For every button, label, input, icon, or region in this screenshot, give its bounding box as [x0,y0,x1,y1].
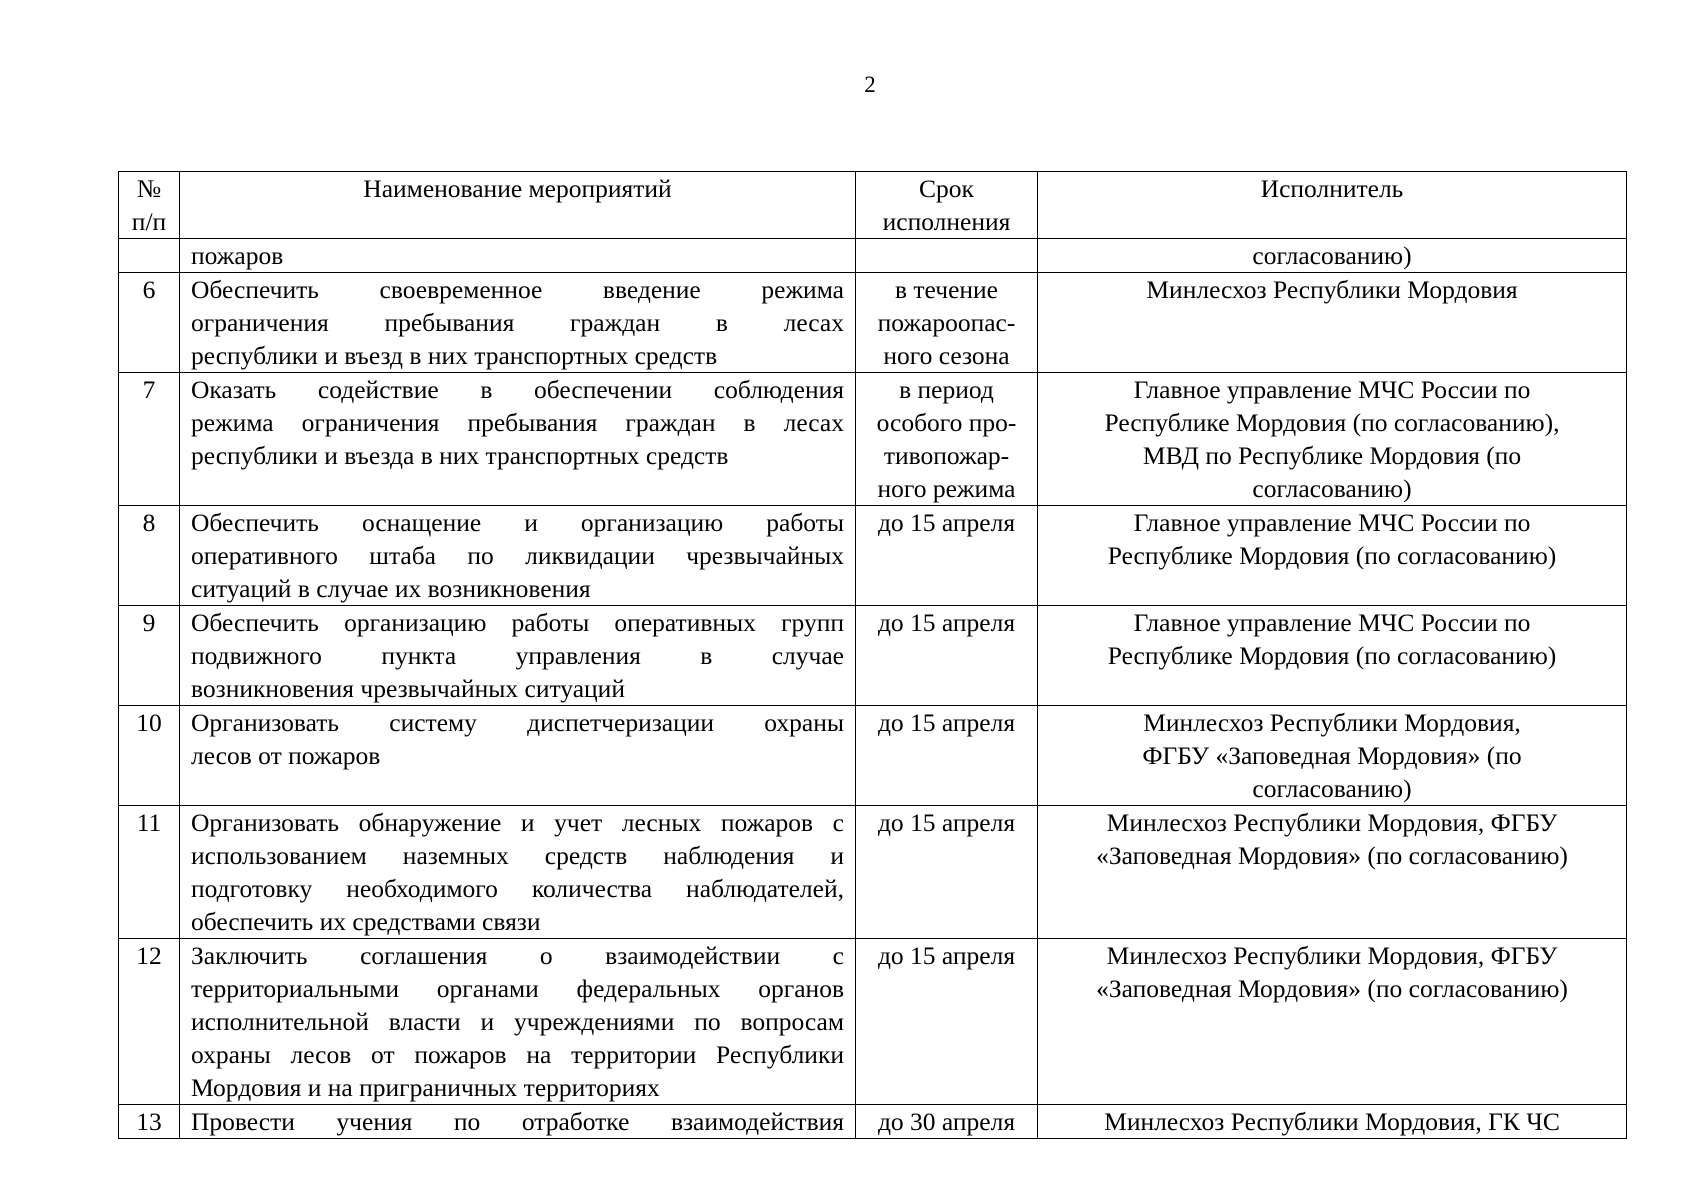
table-header-row [119,172,1627,239]
term [856,273,1038,373]
table-row [119,806,1627,939]
cell-line: до 15 апреля [877,708,1016,737]
table-row [119,606,1627,706]
cell-line: Главное управление МЧС России по [1133,375,1531,404]
cell-line: до 15 апреля [877,608,1016,637]
cell-line: в течение [895,275,998,304]
cell-line: Минлесхоз Республики Мордовия, ФГБУ [1106,941,1558,970]
cell-line: Организовать обнаружение и учет лесных пожаров с [191,808,844,837]
cell-line: № [136,174,162,203]
cell-line: ограничения пребывания граждан в лесах [191,308,844,337]
executor [1038,806,1627,939]
cell-line: «Заповедная Мордовия» (по согласованию) [1096,841,1568,870]
term [856,239,1038,273]
cell-line: республики и въезд в них транспортных средств [191,341,718,370]
measure-name [180,606,856,706]
table-row [119,239,1627,273]
executor [1038,1105,1627,1139]
cell-line: ного сезона [883,341,1010,370]
cell-line: Минлесхоз Республики Мордовия, ФГБУ [1106,808,1558,837]
cell-line: Оказать содействие в обеспечении соблюдения [191,375,844,404]
cell-line: лесов от пожаров [191,741,381,770]
header-num [119,172,180,239]
row-number: 13 [119,1105,180,1139]
measure-name [180,273,856,373]
header-name [180,172,856,239]
page-number: 2 [864,72,876,97]
row-number: 10 [119,706,180,806]
row-number: 11 [119,806,180,939]
table-row [119,506,1627,606]
executor [1038,273,1627,373]
cell-line: ного режима [877,474,1016,503]
cell-line: Исполнитель [1260,174,1404,203]
cell-line: Заключить соглашения о взаимодействии с [191,941,844,970]
table-row [119,373,1627,506]
cell-line: Минлесхоз Республики Мордовия [1146,275,1518,304]
cell-line: Наименование мероприятий [363,174,672,203]
term [856,806,1038,939]
cell-line: пожароопас- [877,308,1016,337]
cell-line: пожаров [191,241,284,270]
table-row [119,273,1627,373]
cell-line: до 30 апреля [877,1107,1016,1136]
cell-line: до 15 апреля [877,508,1016,537]
cell-line: Республике Мордовия (по согласованию) [1107,541,1557,570]
table-body [119,239,1627,1139]
measure-name [180,1105,856,1139]
cell-line: Обеспечить организацию работы оперативных групп [191,608,844,637]
cell-line: до 15 апреля [877,808,1016,837]
measure-name [180,706,856,806]
cell-line: МВД по Республике Мордовия (по [1142,441,1522,470]
term [856,606,1038,706]
executor [1038,373,1627,506]
table-row [119,1105,1627,1139]
measure-name [180,373,856,506]
cell-line: в период [899,375,994,404]
executor [1038,506,1627,606]
cell-line: согласованию) [1252,474,1412,503]
cell-line: «Заповедная Мордовия» (по согласованию) [1096,974,1568,1003]
cell-line: исполнительной власти и учреждениями по вопросам [191,1007,844,1036]
cell-line: исполнения [882,207,1011,236]
executor [1038,606,1627,706]
table-row [119,706,1627,806]
cell-line: режима ограничения пребывания граждан в лесах [191,408,844,437]
cell-line: использованием наземных средств наблюдения и [191,841,844,870]
term [856,373,1038,506]
measure-name [180,806,856,939]
cell-line: охраны лесов от пожаров на территории Республики [191,1040,844,1069]
cell-line: Организовать систему диспетчеризации охраны [191,708,844,737]
row-number: 9 [119,606,180,706]
cell-line: возникновения чрезвычайных ситуаций [191,674,625,703]
measures-table [118,171,1627,1139]
cell-line: ситуаций в случае их возникновения [191,574,591,603]
cell-line: Республике Мордовия (по согласованию), [1104,408,1560,437]
cell-line: согласованию) [1252,774,1412,803]
cell-line: согласованию) [1252,241,1412,270]
cell-line: республики и въезда в них транспортных средств [191,441,729,470]
cell-line: Обеспечить оснащение и организацию работы [191,508,844,537]
cell-line: Срок [919,174,974,203]
executor [1038,239,1627,273]
cell-line: Минлесхоз Республики Мордовия, [1143,708,1521,737]
cell-line: территориальными органами федеральных органов [191,974,844,1003]
cell-line: подвижного пункта управления в случае [191,641,844,670]
measure-name [180,506,856,606]
cell-line: обеспечить их средствами связи [191,907,541,936]
cell-line: Главное управление МЧС России по [1133,508,1531,537]
cell-line: п/п [131,207,167,236]
cell-line: до 15 апреля [877,941,1016,970]
table-row [119,939,1627,1105]
measure-name [180,239,856,273]
row-number: 12 [119,939,180,1105]
cell-line: Республике Мордовия (по согласованию) [1107,641,1557,670]
cell-line: Мордовия и на приграничных территориях [191,1073,660,1102]
cell-line: особого про- [876,408,1017,437]
cell-line: подготовку необходимого количества наблюдателей, [191,874,844,903]
cell-line: тивопожар- [883,441,1010,470]
cell-line: Провести учения по отработке взаимодействия [191,1107,844,1136]
term [856,506,1038,606]
cell-line: Минлесхоз Республики Мордовия, ГК ЧС [1104,1107,1560,1136]
cell-line: ФГБУ «Заповедная Мордовия» (по [1142,741,1522,770]
cell-line: оперативного штаба по ликвидации чрезвычайных [191,541,844,570]
executor [1038,939,1627,1105]
row-number: 6 [119,273,180,373]
measure-name [180,939,856,1105]
term [856,939,1038,1105]
row-number: 7 [119,373,180,506]
executor [1038,706,1627,806]
term [856,1105,1038,1139]
header-executor [1038,172,1627,239]
cell-line: Главное управление МЧС России по [1133,608,1531,637]
row-number [119,239,180,273]
header-term [856,172,1038,239]
term [856,706,1038,806]
cell-line: Обеспечить своевременное введение режима [191,275,844,304]
row-number: 8 [119,506,180,606]
